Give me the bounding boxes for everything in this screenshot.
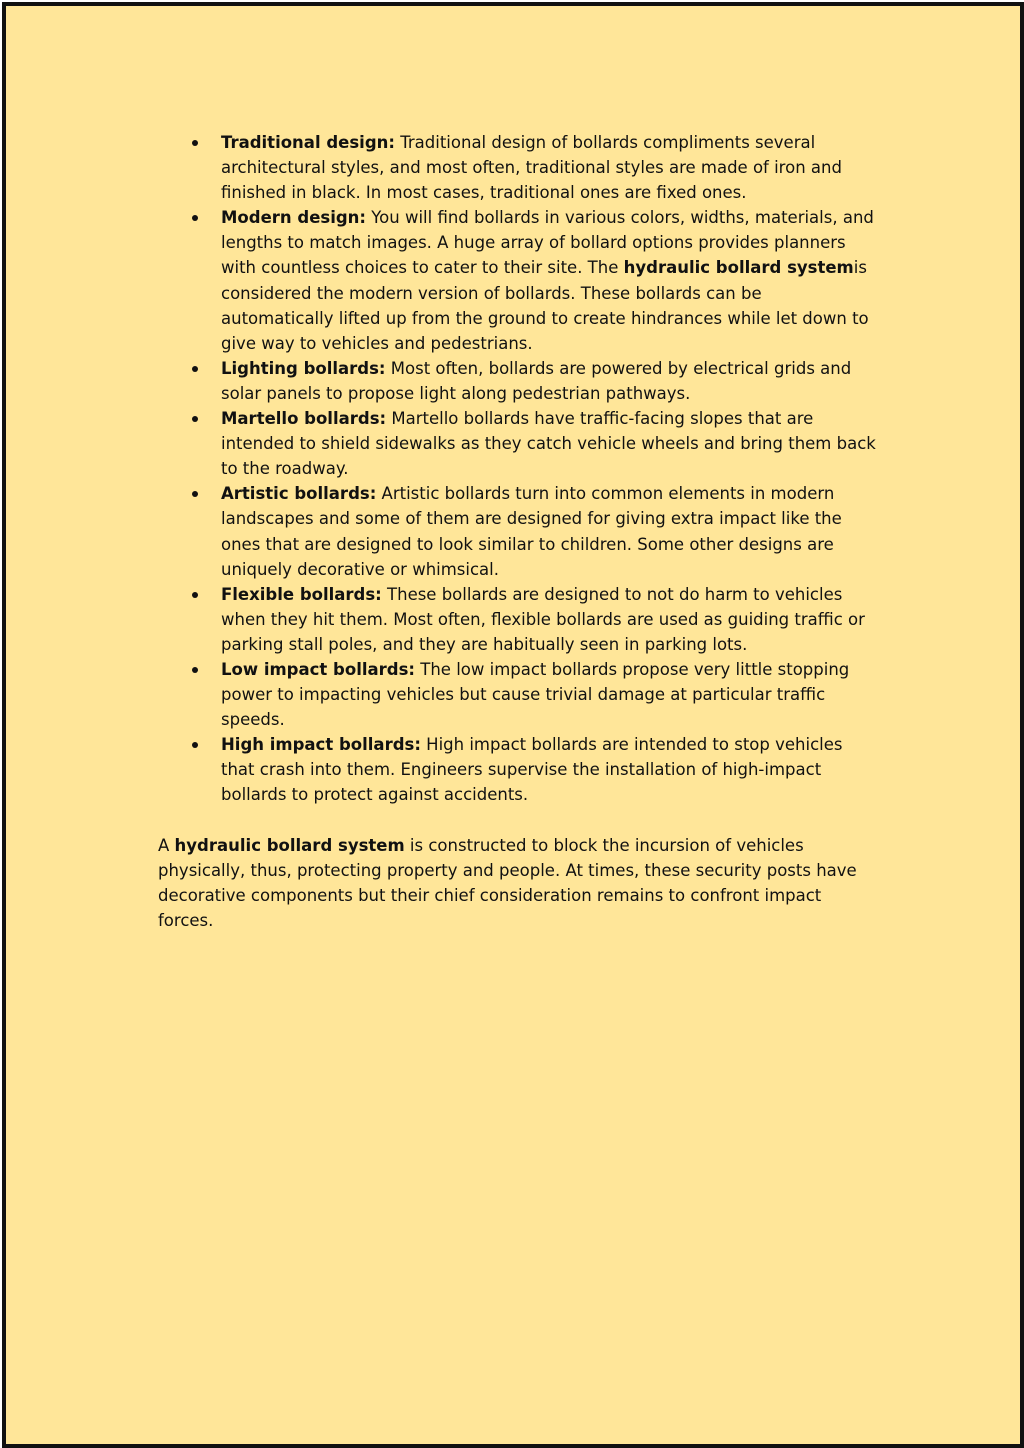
list-item-text: Most often, bollards are powered by electrical grids and solar panels to propose light along pedestrian pathways. <box>221 358 852 403</box>
page <box>2 2 1024 1448</box>
list-item-flexible-bollards <box>158 582 878 657</box>
document-body <box>158 130 878 933</box>
list-item-term: Artistic bollards: <box>221 484 377 504</box>
list-item-term: Flexible bollards: <box>221 584 382 604</box>
hydraulic-bollard-emphasis: hydraulic bollard system <box>174 835 405 855</box>
hydraulic-bollard-emphasis: hydraulic bollard system <box>623 258 854 278</box>
list-item-term: Modern design: <box>221 208 367 228</box>
list-item-low-impact-bollards <box>158 657 878 732</box>
closing-paragraph <box>158 833 878 933</box>
list-item-term: Low impact bollards: <box>221 659 416 679</box>
list-item-term: Traditional design: <box>221 133 395 152</box>
list-item-high-impact-bollards <box>158 732 878 807</box>
closing-text: is constructed to block the incursion of vehicles physically, thus, protecting property and people. At times, these security posts have decorative components but their chief consideration remains to confront impact forces. <box>158 835 857 930</box>
list-item-term: High impact bollards: <box>221 735 421 755</box>
closing-prefix: A <box>158 835 175 855</box>
list-item-text: Traditional design of bollards compliments several architectural styles, and most often, traditional styles are made of iron and finished in black. In most cases, traditional ones are fixed ones. <box>221 133 842 203</box>
list-item-text: High impact bollards are intended to stop vehicles that crash into them. Engineers supervise the installation of high-impact bollards to protect against accidents. <box>221 735 843 805</box>
list-item-text: The low impact bollards propose very little stopping power to impacting vehicles but cause trivial damage at particular traffic speeds. <box>221 659 850 730</box>
list-item-text: These bollards are designed to not do harm to vehicles when they hit them. Most often, flexible bollards are used as guiding traffic or parking stall poles, and they are habitually seen in parking lots. <box>221 584 865 654</box>
list-item-traditional-design <box>158 130 878 205</box>
list-item-text: Artistic bollards turn into common elements in modern landscapes and some of them are designed for giving extra impact like the ones that are designed to look similar to children. Some other designs are uniquely decorative or whimsical. <box>221 484 842 579</box>
list-item-text: is considered the modern version of bollards. These bollards can be automatically lifted up from the ground to create hindrances while let down to give way to vehicles and pedestrians. <box>221 258 869 353</box>
bollard-types-list <box>158 130 878 808</box>
list-item-martello-bollards <box>158 406 878 481</box>
list-item-term: Martello bollards: <box>221 409 387 429</box>
list-item-term: Lighting bollards: <box>221 358 386 378</box>
list-item-text: Martello bollards have traffic-facing slopes that are intended to shield sidewalks as they catch vehicle wheels and bring them back to the roadway. <box>221 409 876 479</box>
list-item-lighting-bollards <box>158 356 878 406</box>
list-item-artistic-bollards <box>158 481 878 581</box>
list-item-text: You will find bollards in various colors, widths, materials, and lengths to match images. A huge array of bollard options provides planners with countless choices to cater to their site. The <box>221 208 874 278</box>
list-item-modern-design <box>158 205 878 356</box>
